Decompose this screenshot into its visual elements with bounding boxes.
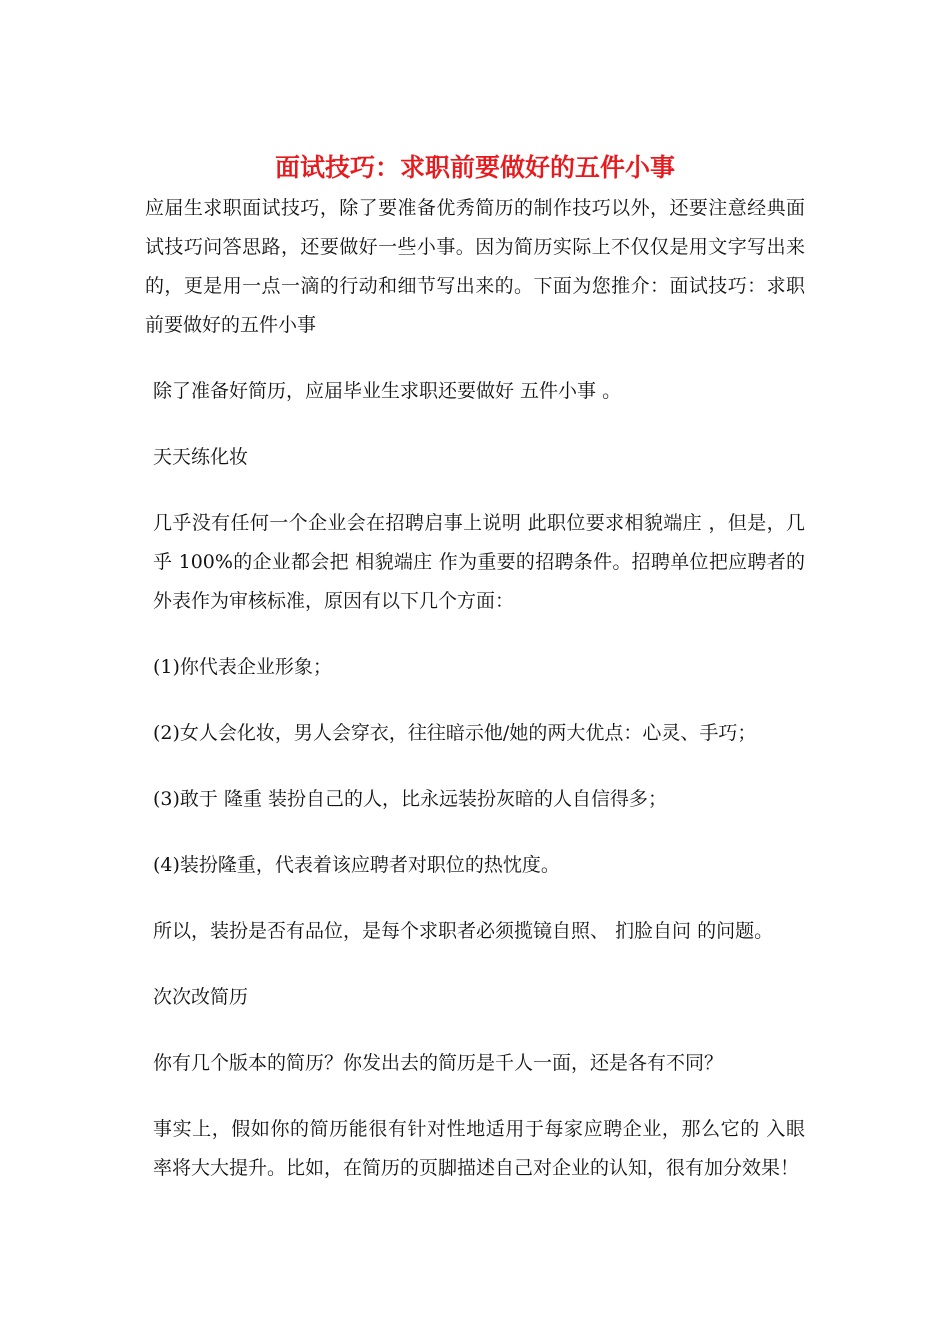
list-item: (4)装扮隆重，代表着该应聘者对职位的热忱度。 <box>153 854 560 876</box>
section-heading: 天天练化妆 <box>153 446 249 468</box>
paragraph: 所以，装扮是否有品位，是每个求职者必须揽镜自照、 扪脸自问 的问题。 <box>153 920 774 942</box>
paragraph: 你有几个版本的简历？你发出去的简历是千人一面，还是各有不同？ <box>153 1052 724 1074</box>
paragraph: 事实上，假如你的简历能很有针对性地适用于每家应聘企业，那么它的 入眼率将大大提升。比如，在简历的页脚描述自己对企业的认知，很有加分效果！ <box>153 1118 805 1179</box>
list-item: (3)敢于 隆重 装扮自己的人，比永远装扮灰暗的人自信得多； <box>153 788 667 810</box>
list-item: (1)你代表企业形象； <box>153 656 332 678</box>
paragraph: 除了准备好简历，应届毕业生求职还要做好 五件小事 。 <box>153 380 622 402</box>
document-body <box>145 189 805 1188</box>
paragraph: 几乎没有任何一个企业会在招聘启事上说明 此职位要求相貌端庄 ，但是，几乎 100%的企业都会把 相貌端庄 作为重要的招聘条件。招聘单位把应聘者的外表作为审核标准，原因有以下几个方面： <box>153 512 805 612</box>
section-heading: 次次改简历 <box>153 986 249 1008</box>
intro-paragraph: 应届生求职面试技巧，除了要准备优秀简历的制作技巧以外，还要注意经典面试技巧问答思路，还要做好一些小事。因为简历实际上不仅仅是用文字写出来的，更是用一点一滴的行动和细节写出来的。下面为您推介：面试技巧：求职前要做好的五件小事 <box>145 197 805 336</box>
document-title: 面试技巧：求职前要做好的五件小事 <box>274 153 675 182</box>
list-item: (2)女人会化妆，男人会穿衣，往往暗示他/她的两大优点：心灵、手巧； <box>153 722 757 744</box>
